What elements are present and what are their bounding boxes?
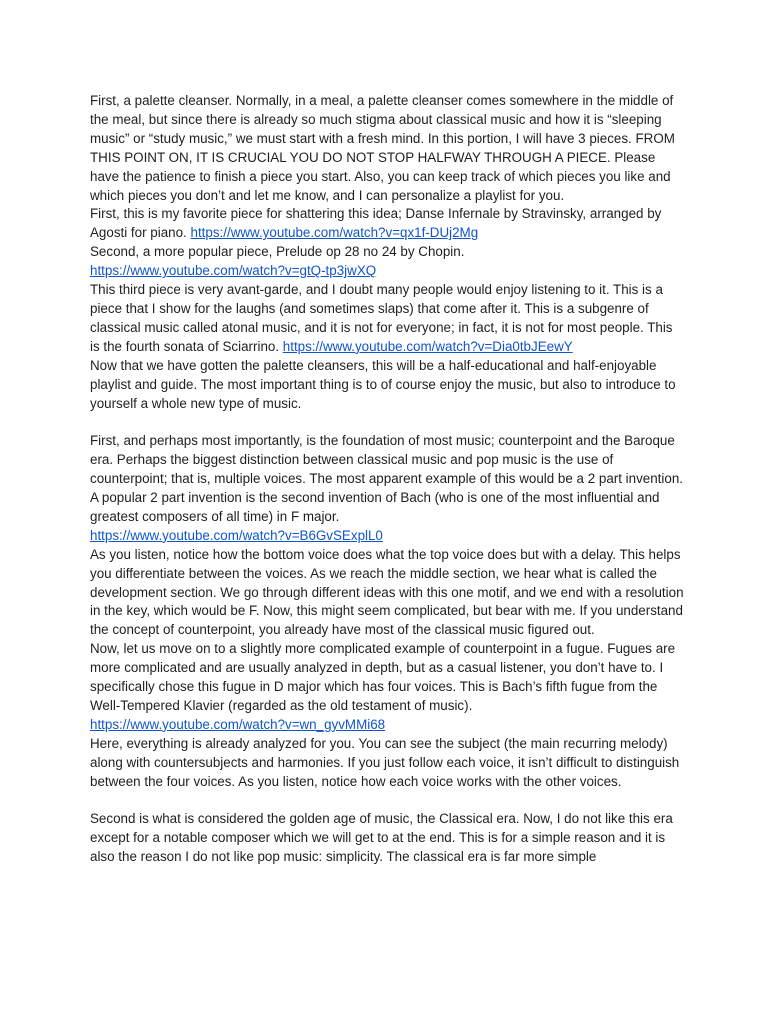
paragraph-second-piece: Second, a more popular piece, Prelude op 28 no 24 by Chopin. <box>90 244 465 260</box>
paragraph-spacer <box>90 413 684 432</box>
youtube-link-stravinsky[interactable]: https://www.youtube.com/watch?v=qx1f-DUj2Mg <box>190 225 479 241</box>
youtube-link-bach-fugue[interactable]: https://www.youtube.com/watch?v=wn_gyvMMi68 <box>90 716 386 732</box>
youtube-link-sciarrino[interactable]: https://www.youtube.com/watch?v=Dia0tbJEewY <box>282 338 573 354</box>
paragraph-playlist-intro: Now that we have gotten the palette cleansers, this will be a half-educational and half-enjoyable playlist and guide. The most important thing is to of course enjoy the music, but also to introduce to yourself a whole new type of music. <box>90 357 676 411</box>
paragraph-palette-cleanser-intro: First, a palette cleanser. Normally, in a meal, a palette cleanser comes somewhere in the middle of the meal, but since there is already so much stigma about classical music and how it is “sleeping music” or “study music,” we must start with a fresh mind. In this portion, I will have 3 pieces. FROM THIS POINT ON, IT IS CRUCIAL YOU DO NOT STOP HALFWAY THROUGH A PIECE. Please have the patience to finish a piece you start. Also, you can keep track of which pieces you like and which pieces you don’t and let me know, and I can personalize a playlist for you. <box>90 93 675 203</box>
paragraph-fugue-analysis: Here, everything is already analyzed for you. You can see the subject (the main recurring melody) along with countersubjects and harmonies. If you just follow each voice, it isn’t difficult to distinguish between the four voices. As you listen, notice how each voice works with the other voices. <box>90 735 680 789</box>
paragraph-spacer <box>90 792 684 811</box>
paragraph-first-piece <box>90 205 684 243</box>
paragraph-third-piece <box>90 281 684 357</box>
paragraph-first-piece-text: First, this is my favorite piece for shattering this idea; Danse Infernale by Stravinsky, arranged by Agosti for piano. <box>90 206 662 241</box>
youtube-link-bach-invention[interactable]: https://www.youtube.com/watch?v=B6GvSExplL0 <box>90 527 383 543</box>
document-page <box>90 92 684 867</box>
paragraph-fugue: Now, let us move on to a slightly more complicated example of counterpoint in a fugue. Fugues are more complicated and are usually analyzed in depth, but as a casual listener, you don’t have to. I specifically chose this fugue in D major which has four voices. This is Bach’s fifth fugue from the Well-Tempered Klavier (regarded as the old testament of music). <box>90 641 676 713</box>
youtube-link-chopin[interactable]: https://www.youtube.com/watch?v=gtQ-tp3jwXQ <box>90 263 377 279</box>
paragraph-invention-listening: As you listen, notice how the bottom voice does what the top voice does but with a delay. This helps you differentiate between the voices. As we reach the middle section, we hear what is called the development section. We go through different ideas with this one motif, and we end with a resolution in the key, which would be F. Now, this might seem complicated, but bear with me. If you understand the concept of counterpoint, you already have most of the classical music figured out. <box>90 546 684 638</box>
paragraph-third-piece-text: This third piece is very avant-garde, and I doubt many people would enjoy listening to it. This is a piece that I show for the laughs (and sometimes slaps) that come after it. This is a subgenre of classical music called atonal music, and it is not for everyone; in fact, it is not for most people. This is the fourth sonata of Sciarrino. <box>90 282 673 354</box>
paragraph-counterpoint: First, and perhaps most importantly, is the foundation of most music; counterpoint and the Baroque era. Perhaps the biggest distinction between classical music and pop music is the use of counterpoint; that is, multiple voices. The most apparent example of this would be a 2 part invention. A popular 2 part invention is the second invention of Bach (who is one of the most influential and greatest composers of all time) in F major. <box>90 433 683 524</box>
paragraph-classical-era: Second is what is considered the golden age of music, the Classical era. Now, I do not like this era except for a notable composer which we will get to at the end. This is for a simple reason and it is also the reason I do not like pop music: simplicity. The classical era is far more simple <box>90 811 673 865</box>
